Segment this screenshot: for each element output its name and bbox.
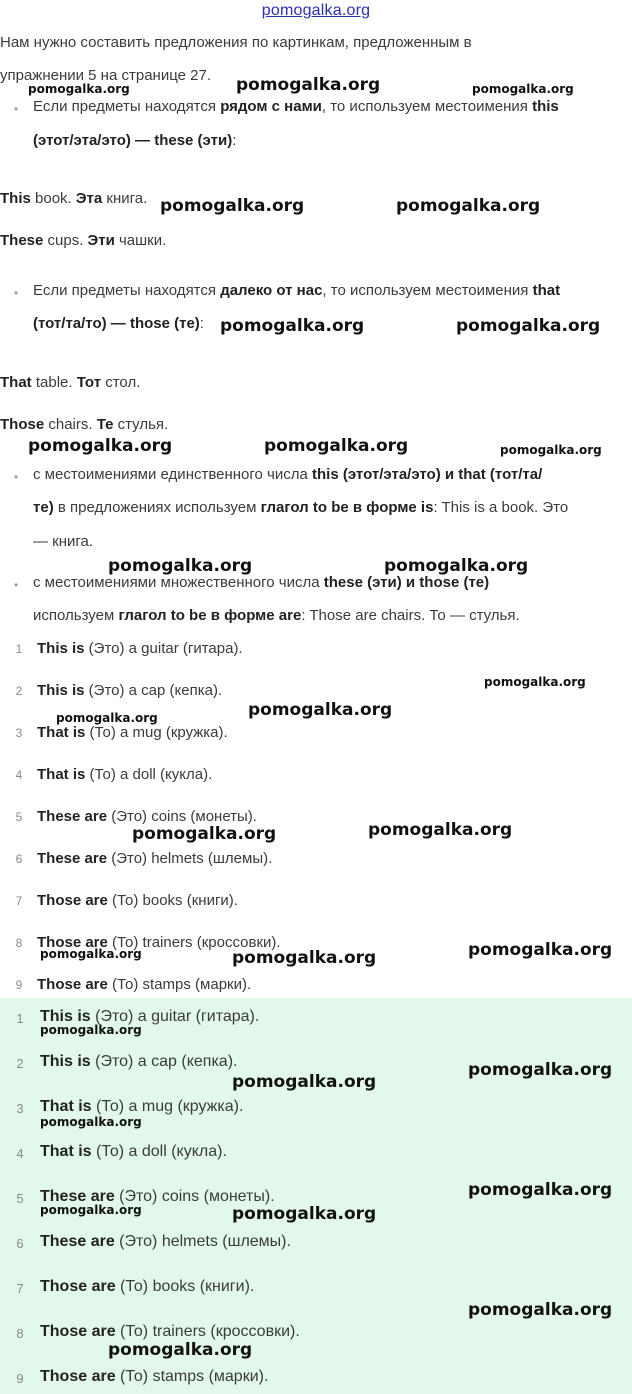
list-item: This is (Это) a guitar (гитара).: [37, 640, 243, 657]
site-title[interactable]: pomogalka.org: [261, 2, 371, 19]
list-item: Those are (То) trainers (кроссовки).: [37, 934, 281, 951]
list-number: 5: [16, 1191, 24, 1206]
watermark: pomogalka.org: [132, 824, 277, 844]
list-item: This is (Это) a cap (кепка).: [40, 1053, 238, 1070]
list-number: 9: [15, 978, 23, 992]
list-number: 4: [15, 768, 23, 782]
watermark: pomogalka.org: [384, 556, 529, 576]
watermark: pomogalka.org: [232, 948, 377, 968]
watermark: pomogalka.org: [236, 75, 381, 95]
list-item: These are (Это) coins (монеты).: [40, 1188, 275, 1205]
list-number: 5: [15, 810, 23, 824]
list-number: 6: [16, 1236, 24, 1251]
bullet-dot: •: [14, 286, 19, 300]
list-number: 3: [15, 726, 23, 740]
list-number: 2: [15, 684, 23, 698]
list-item: Those are (То) stamps (марки).: [37, 976, 252, 993]
list-number: 4: [16, 1146, 24, 1161]
list-item: Those are (То) stamps (марки).: [40, 1368, 269, 1385]
list-number: 8: [15, 936, 23, 950]
list-number: 1: [15, 642, 23, 656]
watermark: pomogalka.org: [40, 1023, 142, 1037]
list-item: These are (Это) helmets (шлемы).: [37, 850, 273, 867]
watermark: pomogalka.org: [28, 82, 130, 96]
list-item: That is (То) a doll (кукла).: [37, 766, 213, 783]
list-item: Those are (То) books (книги).: [37, 892, 238, 909]
watermark: pomogalka.org: [468, 1300, 613, 1320]
rule3-line-2: те) в предложениях используем глагол to be в форме is: This is a book. Это: [33, 499, 569, 516]
rule4-line-2: используем глагол to be в форме are: Those are chairs. То — стулья.: [33, 607, 520, 624]
list-item: These are (Это) helmets (шлемы).: [40, 1233, 291, 1250]
list-number: 1: [16, 1011, 24, 1026]
intro-line-2: упражнении 5 на странице 27.: [0, 67, 211, 84]
watermark: pomogalka.org: [468, 1060, 613, 1080]
list-item: These are (Это) coins (монеты).: [37, 808, 257, 825]
watermark: pomogalka.org: [468, 1180, 613, 1200]
rule3-line-3: — книга.: [33, 533, 94, 550]
watermark: pomogalka.org: [368, 820, 513, 840]
example-this-book: This book. Эта книга.: [0, 190, 148, 207]
watermark: pomogalka.org: [40, 1115, 142, 1129]
watermark: pomogalka.org: [396, 196, 541, 216]
list-number: 7: [16, 1281, 24, 1296]
watermark: pomogalka.org: [40, 1203, 142, 1217]
rule1-line-1: Если предметы находятся рядом с нами, то используем местоимения this: [33, 98, 559, 115]
rule2-line-1: Если предметы находятся далеко от нас, то используем местоимения that: [33, 282, 561, 299]
watermark: pomogalka.org: [248, 700, 393, 720]
intro-line-1: Нам нужно составить предложения по картинкам, предложенным в: [0, 34, 472, 51]
watermark: pomogalka.org: [472, 82, 574, 96]
rule3-line-1: с местоимениями единственного числа this (этот/эта/это) и that (тот/та/: [33, 466, 543, 483]
watermark: pomogalka.org: [220, 316, 365, 336]
watermark: pomogalka.org: [40, 947, 142, 961]
list-item: That is (То) a mug (кружка).: [40, 1098, 244, 1115]
list-item: That is (То) a mug (кружка).: [37, 724, 228, 741]
watermark: pomogalka.org: [468, 940, 613, 960]
list-number: 8: [16, 1326, 24, 1341]
rule2-line-2: (тот/та/то) — those (те):: [33, 315, 204, 332]
list-item: That is (То) a doll (кукла).: [40, 1143, 227, 1160]
list-item: This is (Это) a guitar (гитара).: [40, 1008, 260, 1025]
watermark: pomogalka.org: [232, 1072, 377, 1092]
list-number: 6: [15, 852, 23, 866]
bullet-dot: •: [14, 470, 19, 484]
watermark: pomogalka.org: [108, 556, 253, 576]
list-item: Those are (То) books (книги).: [40, 1278, 255, 1295]
watermark: pomogalka.org: [484, 675, 586, 689]
example-that-table: That table. Тот стол.: [0, 374, 141, 391]
rule4-line-1: с местоимениями множественного числа these (эти) и those (те): [33, 574, 490, 591]
list-number: 2: [16, 1056, 24, 1071]
bullet-dot: •: [14, 578, 19, 592]
watermark: pomogalka.org: [108, 1340, 253, 1360]
rule1-line-2: (этот/эта/это) — these (эти):: [33, 132, 237, 149]
list-number: 9: [16, 1371, 24, 1386]
list-number: 3: [16, 1101, 24, 1116]
watermark: pomogalka.org: [456, 316, 601, 336]
list-item: Those are (То) trainers (кроссовки).: [40, 1323, 300, 1340]
list-number: 7: [15, 894, 23, 908]
watermark: pomogalka.org: [500, 443, 602, 457]
example-these-cups: These cups. Эти чашки.: [0, 232, 167, 249]
watermark: pomogalka.org: [28, 436, 173, 456]
bullet-dot: •: [14, 102, 19, 116]
watermark: pomogalka.org: [232, 1204, 377, 1224]
example-those-chairs: Those chairs. Те стулья.: [0, 416, 169, 433]
list-item: This is (Это) a cap (кепка).: [37, 682, 223, 699]
watermark: pomogalka.org: [56, 711, 158, 725]
watermark: pomogalka.org: [264, 436, 409, 456]
watermark: pomogalka.org: [160, 196, 305, 216]
